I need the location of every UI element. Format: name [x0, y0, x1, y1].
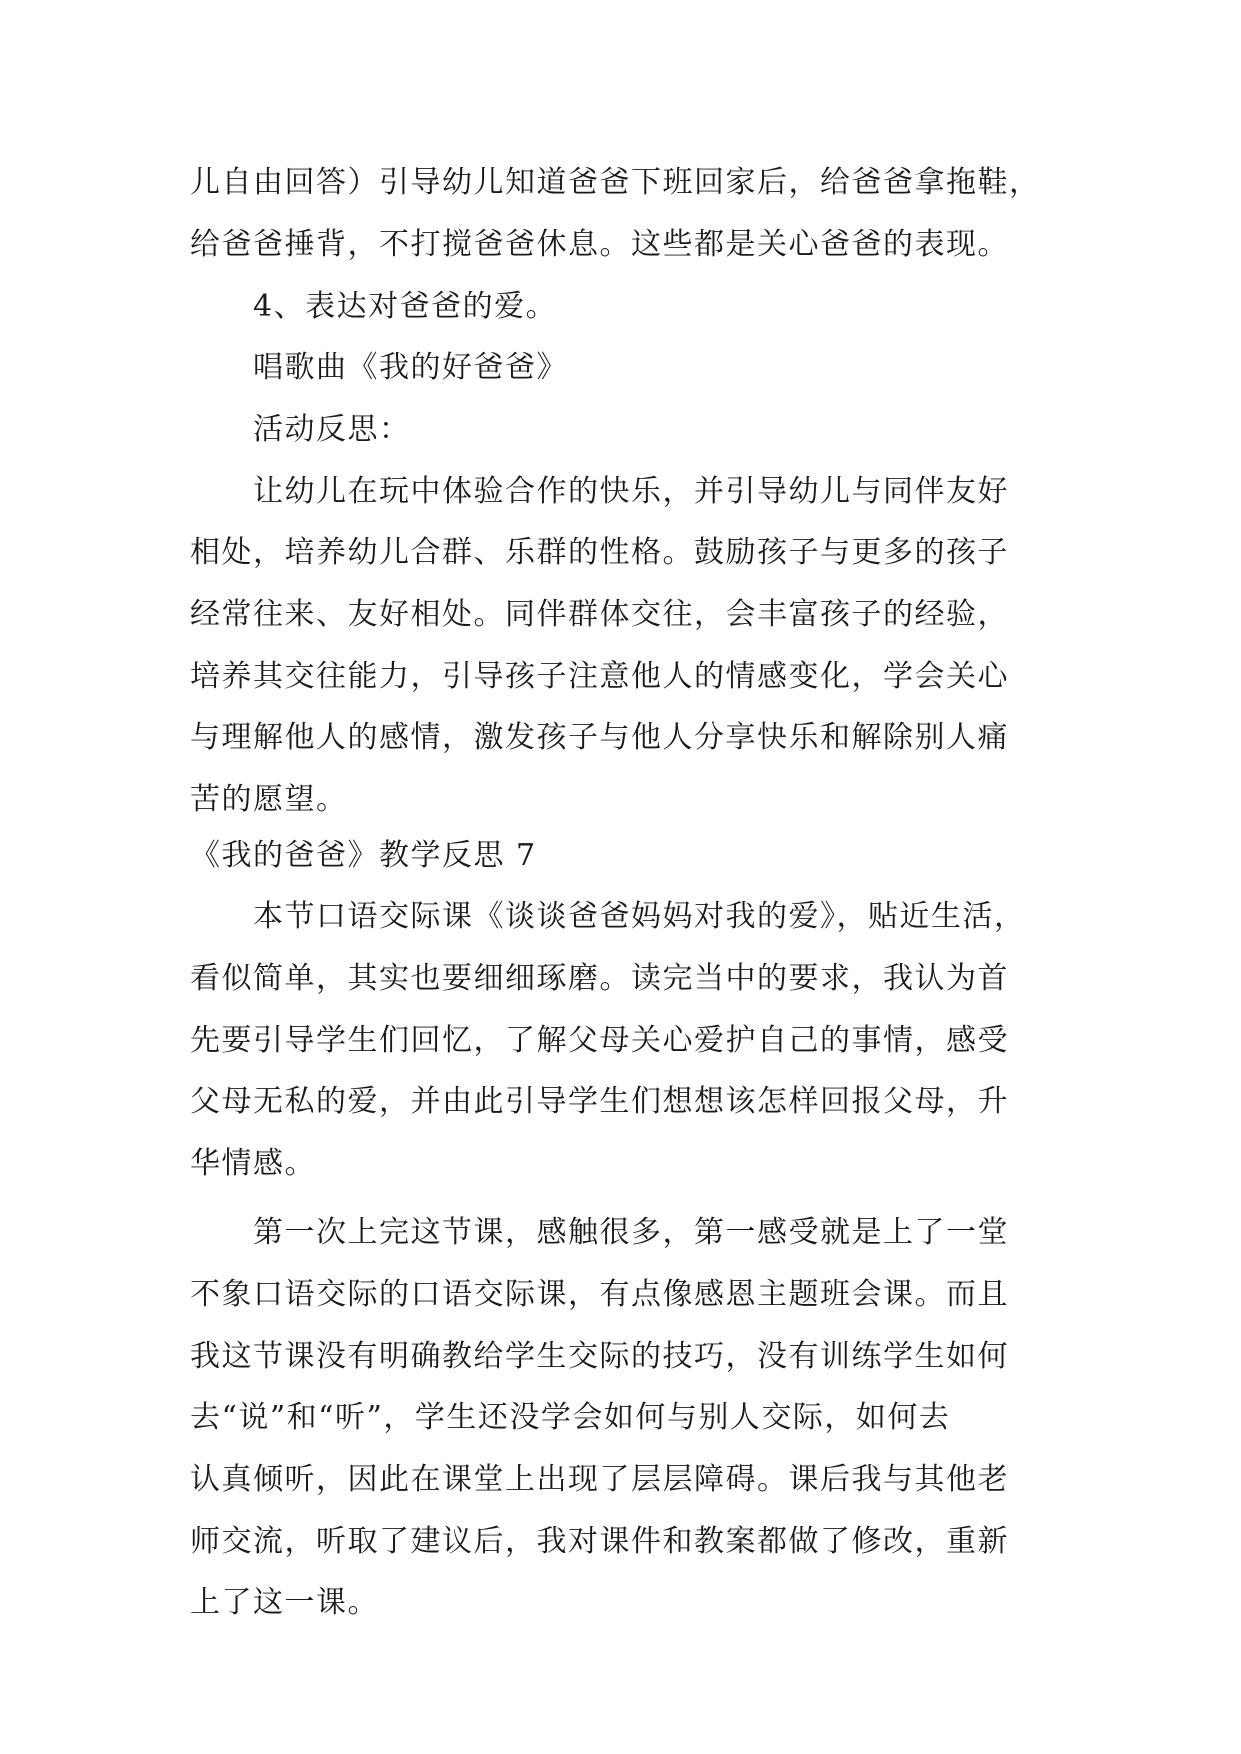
text-line: 华情感。: [190, 1146, 316, 1181]
text-line: 我这节课没有明确教给学生交际的技巧，没有训练学生如何: [190, 1339, 1009, 1374]
text-line: 经常往来、友好相处。同伴群体交往，会丰富孩子的经验，: [190, 597, 1009, 632]
paragraph-first-line: 让幼儿在玩中体验合作的快乐，并引导幼儿与同伴友好: [253, 474, 1009, 509]
text-line: 认真倾听，因此在课堂上出现了层层障碍。课后我与其他老: [190, 1462, 1009, 1497]
text-line: 唱歌曲《我的好爸爸》: [253, 350, 568, 385]
text-line: 上了这一课。: [190, 1585, 379, 1620]
section-label: 活动反思：: [253, 412, 411, 447]
text-line: 苦的愿望。: [190, 782, 348, 817]
text-line: 看似简单，其实也要细细琢磨。读完当中的要求，我认为首: [190, 961, 1009, 996]
section-heading: 《我的爸爸》教学反思 7: [190, 838, 537, 873]
text-line: 给爸爸捶背，不打搅爸爸休息。这些都是关心爸爸的表现。: [190, 227, 1009, 262]
text-line: 与理解他人的感情，激发孩子与他人分享快乐和解除别人痛: [190, 720, 1009, 755]
text-line: 儿自由回答）引导幼儿知道爸爸下班回家后，给爸爸拿拖鞋，: [190, 165, 1041, 200]
text-line: 培养其交往能力，引导孩子注意他人的情感变化，学会关心: [190, 659, 1009, 694]
list-item: 4、表达对爸爸的爱。: [253, 289, 558, 324]
text-line: 父母无私的爱，并由此引导学生们想想该怎样回报父母，升: [190, 1084, 1009, 1119]
text-line: 师交流，听取了建议后，我对课件和教案都做了修改，重新: [190, 1524, 1009, 1559]
text-line: 去“说”和“听”，学生还没学会如何与别人交际，如何去: [190, 1400, 951, 1435]
paragraph-first-line: 第一次上完这节课，感触很多，第一感受就是上了一堂: [253, 1215, 1009, 1250]
text-line: 先要引导学生们回忆，了解父母关心爱护自己的事情，感受: [190, 1023, 1009, 1058]
text-line: 不象口语交际的口语交际课，有点像感恩主题班会课。而且: [190, 1277, 1009, 1312]
paragraph-first-line: 本节口语交际课《谈谈爸爸妈妈对我的爱》，贴近生活，: [253, 899, 1026, 934]
text-line: 相处，培养幼儿合群、乐群的性格。鼓励孩子与更多的孩子: [190, 535, 1009, 570]
